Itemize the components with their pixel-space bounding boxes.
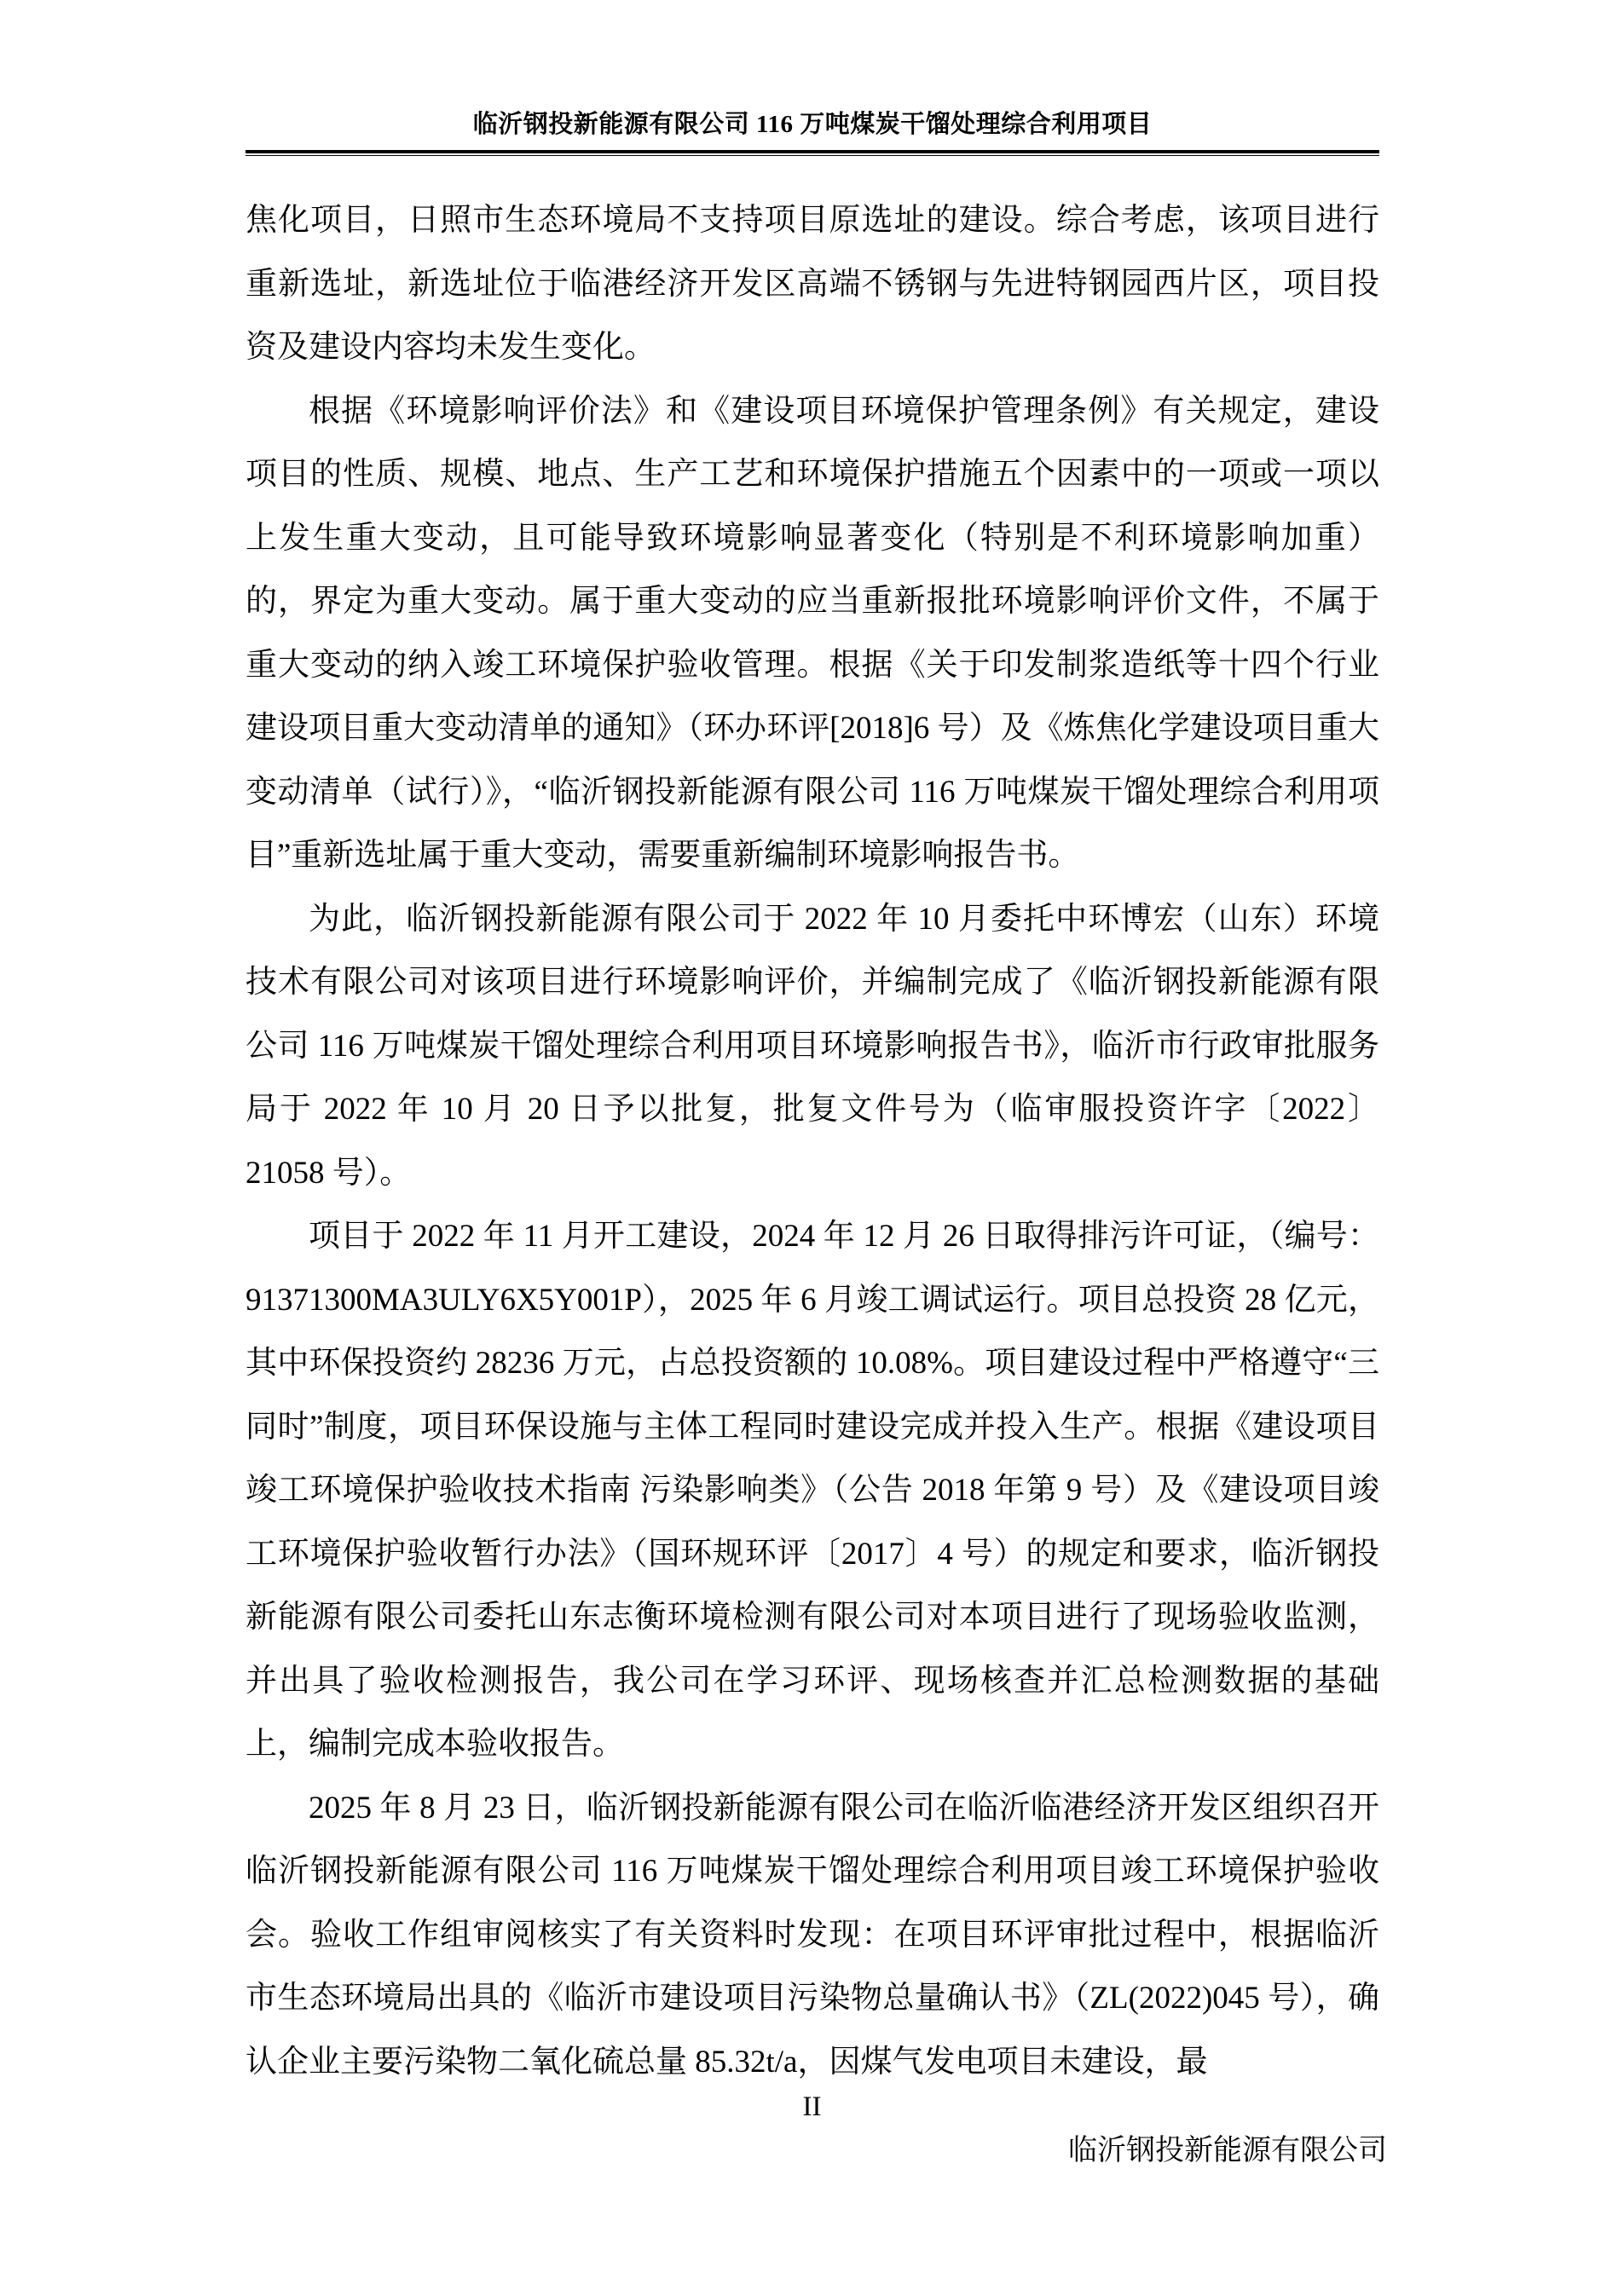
body-paragraph: 项目于 2022 年 11 月开工建设，2024 年 12 月 26 日取得排污许可证，（编号：91371300MA3ULY6X5Y001P），2025 年 6 月竣工调试运行。项目总投资 28 亿元，其中环保投资约 28236 万元，占总投资额的 10.08%。项目建设过程中严格遵守“三同时”制度，项目环保设施与主体工程同时建设完成并投入生产。根据《建设项目竣工环境保护验收技术指南 污染影响类》（公告 2018 年第 9 号）及《建设项目竣工环境保护验收暂行办法》（国环规环评〔2017〕4 号）的规定和要求，临沂钢投新能源有限公司委托山东志衡环境检测有限公司对本项目进行了现场验收监测，并出具了验收检测报告，我公司在学习环评、现场核查并汇总检测数据的基础上，编制完成本验收报告。 bbox=[246, 1219, 1379, 1762]
body-paragraph: 2025 年 8 月 23 日，临沂钢投新能源有限公司在临沂临港经济开发区组织召开临沂钢投新能源有限公司 116 万吨煤炭干馏处理综合利用项目竣工环境保护验收会。验收工作组审阅核实了有关资料时发现：在项目环评审批过程中，根据临沂市生态环境局出具的《临沂市建设项目污染物总量确认书》（ZL(2022)045 号），确认企业主要污染物二氧化硫总量 85.32t/a，因煤气发电项目未建设，最 bbox=[246, 1790, 1379, 2080]
document-body bbox=[246, 189, 1379, 2094]
footer-company-name: 临沂钢投新能源有限公司 bbox=[1068, 2135, 1387, 2166]
body-paragraph: 为此，临沂钢投新能源有限公司于 2022 年 10 月委托中环博宏（山东）环境技术有限公司对该项目进行环境影响评价，并编制完成了《临沂钢投新能源有限公司 116 万吨煤炭干馏处理综合利用项目环境影响报告书》，临沂市行政审批服务局于 2022 年 10 月 20 日予以批复，批复文件号为（临审服投资许字〔2022〕21058 号）。 bbox=[246, 901, 1379, 1191]
header-divider-thin bbox=[246, 155, 1379, 156]
body-paragraph: 根据《环境影响评价法》和《建设项目环境保护管理条例》有关规定，建设项目的性质、规模、地点、生产工艺和环境保护措施五个因素中的一项或一项以上发生重大变动，且可能导致环境影响显著变化（特别是不利环境影响加重）的，界定为重大变动。属于重大变动的应当重新报批环境影响评价文件，不属于重大变动的纳入竣工环境保护验收管理。根据《关于印发制浆造纸等十四个行业建设项目重大变动清单的通知》（环办环评[2018]6 号）及《炼焦化学建设项目重大变动清单（试行）》，“临沂钢投新能源有限公司 116 万吨煤炭干馏处理综合利用项目”重新选址属于重大变动，需要重新编制环境影响报告书。 bbox=[246, 393, 1379, 873]
body-paragraph: 焦化项目，日照市生态环境局不支持项目原选址的建设。综合考虑，该项目进行重新选址，新选址位于临港经济开发区高端不锈钢与先进特钢园西片区，项目投资及建设内容均未发生变化。 bbox=[246, 203, 1379, 365]
header-divider-thick bbox=[246, 150, 1379, 153]
page-number: II bbox=[802, 2091, 822, 2122]
page-header-title: 临沂钢投新能源有限公司 116 万吨煤炭干馏处理综合利用项目 bbox=[472, 111, 1153, 138]
page-header bbox=[246, 107, 1379, 156]
